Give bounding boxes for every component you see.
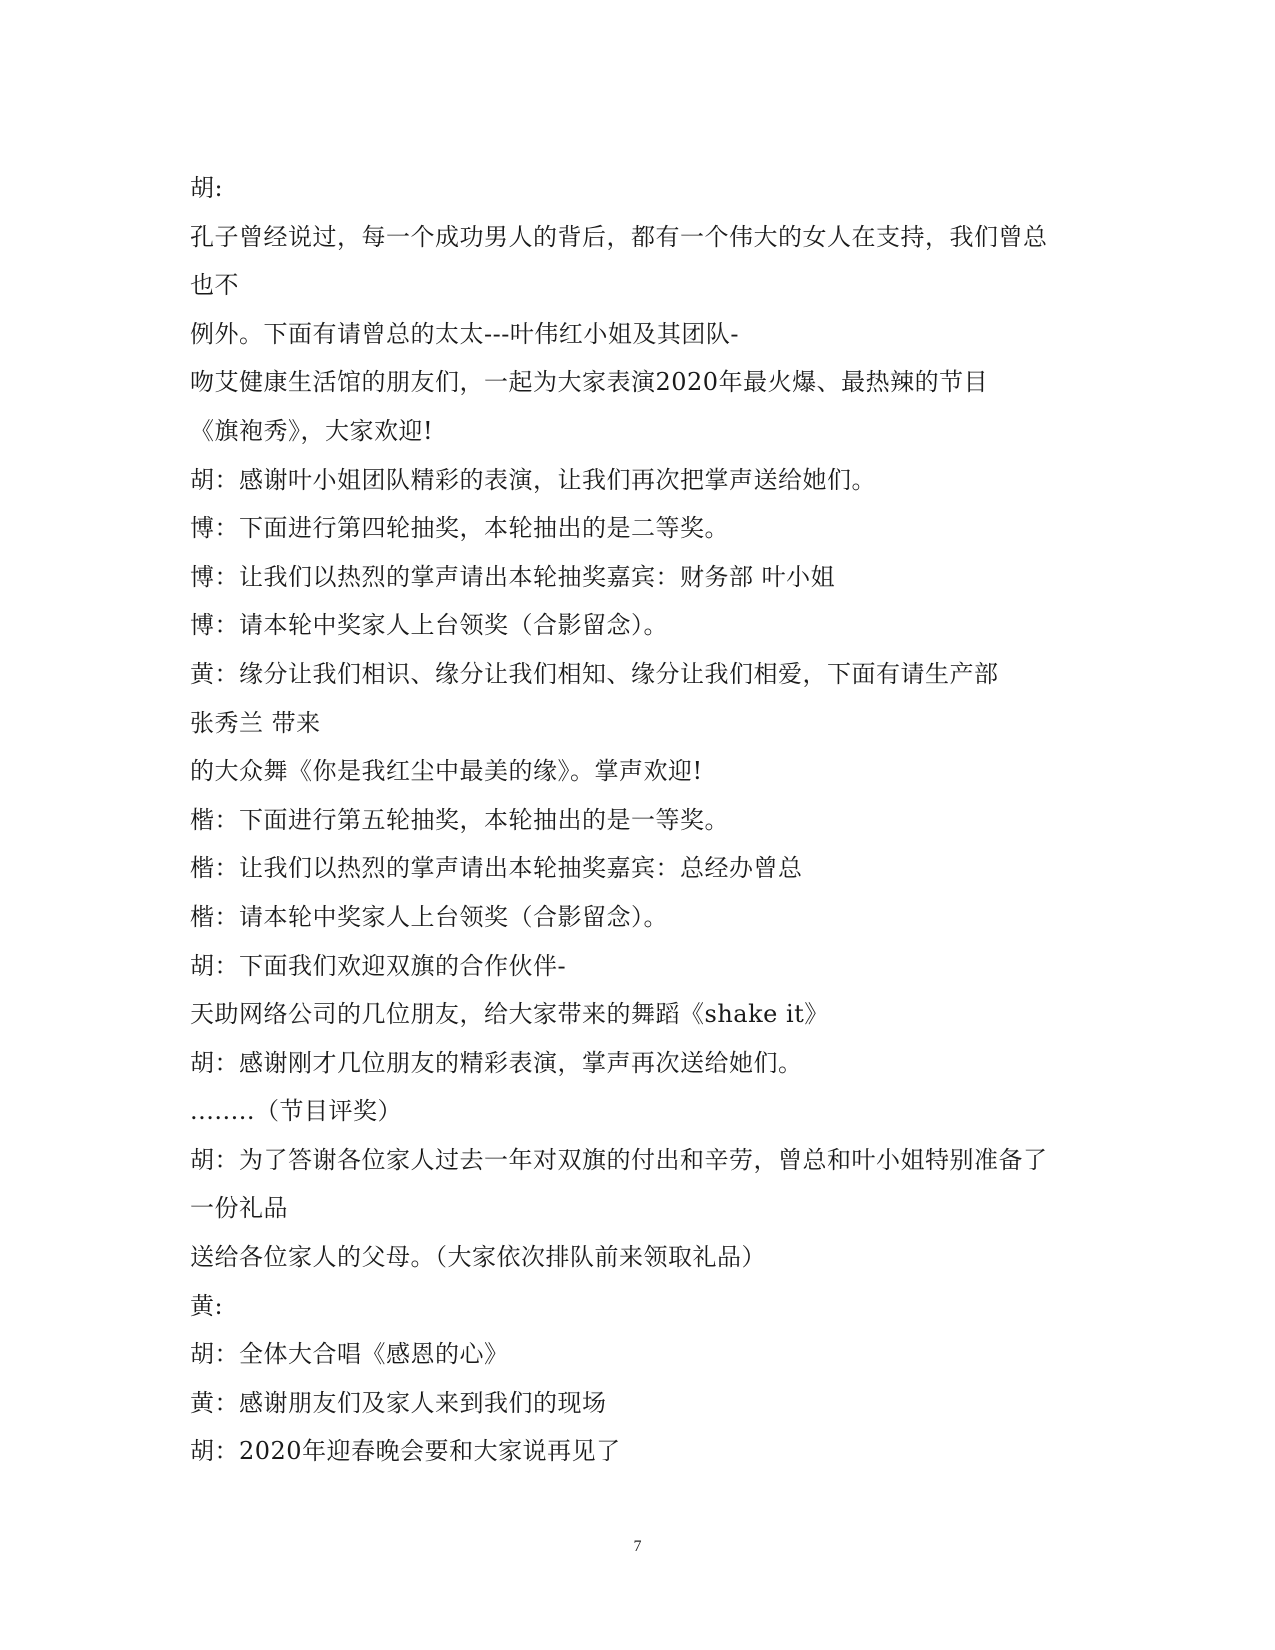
script-line: 吻艾健康生活馆的朋友们，一起为大家表演2020年最火爆、最热辣的节目: [190, 368, 989, 397]
page-number: 7: [633, 1538, 642, 1555]
script-line: 送给各位家人的父母。（大家依次排队前来领取礼品）: [190, 1243, 766, 1272]
script-line: 楷：让我们以热烈的掌声请出本轮抽奖嘉宾：总经办曾总: [190, 854, 803, 883]
script-line: 例外。下面有请曾总的太太---叶伟红小姐及其团队-: [190, 319, 739, 348]
script-line: 孔子曾经说过，每一个成功男人的背后，都有一个伟大的女人在支持，我们曾总: [190, 222, 1048, 251]
script-line: 胡：感谢刚才几位朋友的精彩表演，掌声再次送给她们。: [190, 1048, 803, 1077]
script-line: 胡:: [190, 174, 224, 202]
script-line: 天助网络公司的几位朋友，给大家带来的舞蹈《shake it》: [190, 1000, 829, 1029]
script-line: 《旗袍秀》，大家欢迎!: [190, 416, 434, 445]
script-line: 的大众舞《你是我红尘中最美的缘》。掌声欢迎!: [190, 757, 703, 786]
script-line: 博：让我们以热烈的掌声请出本轮抽奖嘉宾：财务部 叶小姐: [190, 562, 836, 591]
script-line: ........（节目评奖）: [190, 1097, 403, 1126]
script-line: 楷：请本轮中奖家人上台领奖（合影留念）。: [190, 902, 668, 931]
script-line: 一份礼品: [190, 1194, 288, 1223]
script-line: 博：下面进行第四轮抽奖，本轮抽出的是二等奖。: [190, 514, 729, 543]
script-line: 博：请本轮中奖家人上台领奖（合影留念）。: [190, 611, 668, 640]
script-line: 黄：感谢朋友们及家人来到我们的现场: [190, 1388, 607, 1417]
script-line: 张秀兰 带来: [190, 708, 321, 737]
script-line: 黄:: [190, 1291, 224, 1320]
script-line: 胡：全体大合唱《感恩的心》: [190, 1340, 509, 1369]
script-line: 胡：为了答谢各位家人过去一年对双旗的付出和辛劳，曾总和叶小姐特别准备了: [190, 1145, 1048, 1174]
script-line: 胡：2020年迎春晚会要和大家说再见了: [190, 1437, 621, 1466]
script-line: 也不: [190, 271, 239, 300]
script-line: 胡：下面我们欢迎双旗的合作伙伴-: [190, 951, 567, 980]
script-text-block: [190, 164, 1090, 1476]
script-line: 楷：下面进行第五轮抽奖，本轮抽出的是一等奖。: [190, 805, 729, 834]
script-line: 胡：感谢叶小姐团队精彩的表演，让我们再次把掌声送给她们。: [190, 465, 876, 494]
script-line: 黄：缘分让我们相识、缘分让我们相知、缘分让我们相爱，下面有请生产部: [190, 659, 999, 688]
